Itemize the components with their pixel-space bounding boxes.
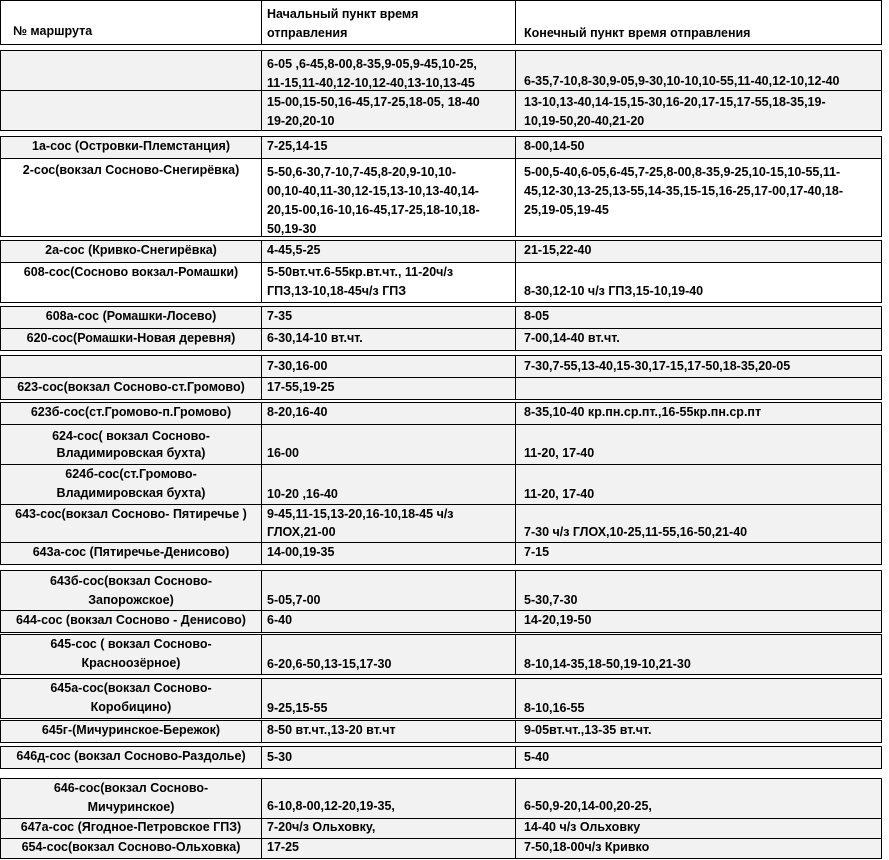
- route-line: 1а-сос (Островки-Племстанция): [32, 139, 230, 153]
- header-end-label: Конечный пункт время отправления: [524, 26, 751, 40]
- end-times-line: 11-20, 17-40: [524, 487, 595, 501]
- end-times-cell: [516, 355, 882, 377]
- start-times-line: 17-25: [267, 840, 299, 854]
- end-times-line: 8-10,16-55: [524, 701, 585, 715]
- start-times-cell: [262, 328, 516, 350]
- table-row: [0, 262, 882, 302]
- end-times-cell: [516, 838, 882, 858]
- route-cell: [0, 424, 262, 464]
- end-times-cell: [516, 542, 882, 564]
- start-times-cell: [262, 634, 516, 674]
- start-times-cell: [262, 90, 516, 130]
- start-times-line: 17-55,19-25: [267, 380, 335, 394]
- start-times-line: 00,10-40,11-30,12-15,13-10,13-40,14-: [267, 184, 479, 198]
- row-divider: [0, 718, 882, 719]
- end-times-line: 6-50,9-20,14-00,20-25,: [524, 799, 652, 813]
- route-cell: [0, 746, 262, 768]
- table-row: [0, 504, 882, 542]
- start-times-cell: [262, 720, 516, 742]
- row-divider: [0, 768, 882, 769]
- table-row: [0, 306, 882, 328]
- table-row: [0, 50, 882, 90]
- start-times-cell: [262, 504, 516, 542]
- end-times-cell: [516, 570, 882, 610]
- table-row: [0, 136, 882, 158]
- row-divider: [0, 262, 882, 263]
- end-times-line: 45,12-30,13-25,13-55,14-35,15-15,16-25,17-00,17-40,18-: [524, 184, 843, 198]
- start-times-cell: [262, 570, 516, 610]
- end-times-cell: [516, 306, 882, 328]
- start-times-cell: [262, 542, 516, 564]
- end-times-cell: [516, 746, 882, 768]
- route-line: 623-сос(вокзал Сосново-ст.Громово): [17, 380, 245, 394]
- route-line: Мичуринское): [87, 800, 175, 814]
- end-times-cell: [516, 262, 882, 302]
- table-row: [0, 678, 882, 718]
- row-divider: [0, 818, 882, 819]
- row-divider: [0, 610, 882, 611]
- row-divider: [0, 570, 882, 571]
- end-times-cell: [516, 90, 882, 130]
- route-line: Владимировская бухта): [56, 446, 206, 460]
- start-times-line: 19-20,20-10: [267, 114, 335, 128]
- start-times-line: 7-25,14-15: [267, 139, 328, 153]
- end-times-line: 8-10,14-35,18-50,19-10,21-30: [524, 657, 691, 671]
- end-times-line: 8-35,10-40 кр.пн.ср.пт.,16-55кр.пн.ср.пт: [524, 405, 762, 419]
- route-cell: [0, 240, 262, 262]
- start-times-cell: [262, 306, 516, 328]
- row-divider: [0, 464, 882, 465]
- start-times-line: 5-05,7-00: [267, 593, 321, 607]
- start-times-line: 7-35: [267, 309, 293, 323]
- row-divider: [0, 634, 882, 635]
- route-line: 643а-сос (Пятиречье-Денисово): [32, 545, 230, 559]
- end-times-line: 5-30,7-30: [524, 593, 578, 607]
- route-line: 646д-сос (вокзал Сосново-Раздолье): [16, 749, 246, 763]
- end-times-cell: [516, 50, 882, 90]
- start-times-line: 20,15-00,16-10,16-45,17-25,18-10,18-: [267, 203, 480, 217]
- start-times-line: 4-45,5-25: [267, 243, 321, 257]
- row-divider: [0, 44, 882, 45]
- header-start-line-2: отправления: [267, 26, 348, 40]
- end-times-line: 6-35,7-10,8-30,9-05,9-30,10-10,10-55,11-40,12-10,12-40: [524, 74, 840, 88]
- start-times-cell: [262, 136, 516, 158]
- end-times-cell: [516, 504, 882, 542]
- row-divider: [0, 778, 882, 779]
- route-line: 643-сос(вокзал Сосново- Пятиречье ): [15, 507, 247, 521]
- table-row: [0, 424, 882, 464]
- start-times-cell: [262, 678, 516, 718]
- start-times-cell: [262, 838, 516, 858]
- row-divider: [0, 678, 882, 679]
- row-divider: [0, 542, 882, 543]
- route-line: 645-сос ( вокзал Сосново-: [50, 637, 212, 651]
- route-line: Владимировская бухта): [56, 486, 206, 500]
- table-row: [0, 838, 882, 858]
- route-cell: [0, 818, 262, 838]
- end-times-line: 25,19-05,19-45: [524, 203, 609, 217]
- table-row: [0, 746, 882, 768]
- end-times-line: 13-10,13-40,14-15,15-30,16-20,17-15,17-55,18-35,19-: [524, 95, 826, 109]
- table-row: [0, 355, 882, 377]
- route-line: 623б-сос(ст.Громово-п.Громово): [30, 405, 232, 419]
- start-times-line: 50,19-30: [267, 222, 317, 236]
- start-times-line: 5-30: [267, 750, 293, 764]
- route-cell: [0, 262, 262, 302]
- table-row: [0, 464, 882, 504]
- row-divider: [0, 136, 882, 137]
- end-times-cell: [516, 778, 882, 818]
- route-cell: [0, 158, 262, 236]
- route-line: Красноозёрное): [81, 656, 181, 670]
- row-divider: [0, 424, 882, 425]
- route-line: 2-сос(вокзал Сосново-Снегирёвка): [22, 163, 240, 177]
- route-cell: [0, 720, 262, 742]
- end-times-line: 7-30 ч/з ГЛОХ,10-25,11-55,16-50,21-40: [524, 525, 748, 539]
- end-times-cell: [516, 424, 882, 464]
- header-start: [262, 0, 516, 44]
- route-cell: [0, 610, 262, 632]
- route-cell: [0, 570, 262, 610]
- start-times-cell: [262, 610, 516, 632]
- start-times-line: 14-00,19-35: [267, 545, 335, 559]
- route-line: 643б-сос(вокзал Сосново-: [49, 574, 213, 588]
- header-start-line-1: Начальный пункт время: [267, 7, 419, 21]
- route-cell: [0, 402, 262, 424]
- end-times-cell: [516, 678, 882, 718]
- end-times-line: 5-00,5-40,6-05,6-45,7-25,8-00,8-35,9-25,10-15,10-55,11-: [524, 165, 841, 179]
- route-line: 624-сос( вокзал Сосново-: [52, 429, 210, 443]
- end-times-cell: [516, 464, 882, 504]
- row-divider: [0, 328, 882, 329]
- end-times-line: 14-20,19-50: [524, 613, 592, 627]
- end-times-line: 8-30,12-10 ч/з ГПЗ,15-10,19-40: [524, 284, 704, 298]
- header-route-label: № маршрута: [13, 24, 93, 38]
- end-times-line: 21-15,22-40: [524, 243, 592, 257]
- route-line: 620-сос(Ромашки-Новая деревня): [26, 331, 236, 345]
- start-times-cell: [262, 424, 516, 464]
- end-times-cell: [516, 402, 882, 424]
- row-divider: [0, 90, 882, 91]
- end-times-line: 8-00,14-50: [524, 139, 585, 153]
- end-times-cell: [516, 634, 882, 674]
- end-times-cell: [516, 818, 882, 838]
- end-times-line: 10,19-50,20-40,21-20: [524, 114, 645, 128]
- end-times-line: 9-05вт.чт.,13-35 вт.чт.: [524, 723, 652, 737]
- row-divider: [0, 632, 882, 633]
- row-divider: [0, 302, 882, 303]
- route-line: 645а-сос(вокзал Сосново-: [50, 681, 212, 695]
- end-times-line: 14-40 ч/з Ольховку: [524, 820, 641, 834]
- header-route: [0, 0, 262, 44]
- table-row: [0, 542, 882, 564]
- start-times-cell: [262, 240, 516, 262]
- end-times-line: 5-40: [524, 750, 550, 764]
- start-times-cell: [262, 158, 516, 236]
- row-divider: [0, 158, 882, 159]
- route-cell: [0, 328, 262, 350]
- end-times-line: 7-30,7-55,13-40,15-30,17-15,17-50,18-35,20-05: [524, 359, 791, 373]
- route-cell: [0, 838, 262, 858]
- start-times-line: 9-45,11-15,13-20,16-10,18-45 ч/з: [267, 507, 454, 521]
- route-line: 2а-сос (Кривко-Снегирёвка): [45, 243, 217, 257]
- route-cell: [0, 90, 262, 130]
- route-cell: [0, 464, 262, 504]
- table-row: [0, 570, 882, 610]
- table-row: [0, 610, 882, 632]
- table-row: [0, 778, 882, 818]
- end-times-cell: [516, 328, 882, 350]
- row-divider: [0, 746, 882, 747]
- route-cell: [0, 678, 262, 718]
- start-times-line: 10-20 ,16-40: [267, 487, 338, 501]
- route-cell: [0, 504, 262, 542]
- start-times-cell: [262, 818, 516, 838]
- start-times-line: 8-20,16-40: [267, 405, 328, 419]
- row-divider: [0, 564, 882, 565]
- start-times-cell: [262, 50, 516, 90]
- table-row: [0, 328, 882, 350]
- row-divider: [0, 838, 882, 839]
- table-row: [0, 818, 882, 838]
- route-cell: [0, 778, 262, 818]
- route-line: 624б-сос(ст.Громово-: [65, 467, 197, 481]
- start-times-line: 9-25,15-55: [267, 701, 328, 715]
- start-times-cell: [262, 778, 516, 818]
- route-cell: [0, 355, 262, 377]
- row-divider: [0, 674, 882, 675]
- route-line: 644-сос (вокзал Сосново - Денисово): [16, 613, 246, 627]
- row-divider: [0, 402, 882, 403]
- end-times-line: 7-00,14-40 вт.чт.: [524, 331, 620, 345]
- route-line: 654-сос(вокзал Сосново-Ольховка): [21, 840, 241, 854]
- route-line: 608-сос(Сосново вокзал-Ромашки): [23, 265, 239, 279]
- end-times-line: 11-20, 17-40: [524, 446, 595, 460]
- start-times-line: 7-30,16-00: [267, 359, 328, 373]
- header-end: [516, 0, 882, 44]
- start-times-line: ГПЗ,13-10,18-45ч/з ГПЗ: [267, 284, 407, 298]
- start-times-line: ГЛОХ,21-00: [267, 525, 336, 539]
- end-times-cell: [516, 136, 882, 158]
- start-times-line: 5-50,6-30,7-10,7-45,8-20,9-10,10-: [267, 165, 457, 179]
- start-times-line: 5-50вт.чт.6-55кр.вт.чт., 11-20ч/з: [267, 265, 454, 279]
- start-times-line: 15-00,15-50,16-45,17-25,18-05, 18-40: [267, 95, 480, 109]
- end-times-cell: [516, 377, 882, 399]
- row-divider: [0, 0, 882, 1]
- table-row: [0, 377, 882, 399]
- route-cell: [0, 634, 262, 674]
- route-cell: [0, 542, 262, 564]
- start-times-cell: [262, 377, 516, 399]
- row-divider: [0, 350, 882, 351]
- row-divider: [0, 742, 882, 743]
- start-times-cell: [262, 262, 516, 302]
- row-divider: [0, 306, 882, 307]
- start-times-line: 6-20,6-50,13-15,17-30: [267, 657, 392, 671]
- route-cell: [0, 136, 262, 158]
- row-divider: [0, 377, 882, 378]
- row-divider: [0, 240, 882, 241]
- table-row: [0, 634, 882, 674]
- route-cell: [0, 306, 262, 328]
- route-line: Коробицино): [90, 700, 172, 714]
- row-divider: [0, 355, 882, 356]
- start-times-line: 6-05 ,6-45,8-00,8-35,9-05,9-45,10-25,: [267, 57, 477, 71]
- row-divider: [0, 720, 882, 721]
- table-row: [0, 720, 882, 742]
- start-times-line: 16-00: [267, 446, 299, 460]
- row-divider: [0, 399, 882, 400]
- start-times-line: 6-40: [267, 613, 293, 627]
- table-header: [0, 0, 882, 44]
- route-cell: [0, 50, 262, 90]
- end-times-cell: [516, 610, 882, 632]
- start-times-line: 7-20ч/з Ольховку,: [267, 820, 376, 834]
- end-times-line: 7-15: [524, 545, 550, 559]
- row-divider: [0, 858, 882, 859]
- table-row: [0, 402, 882, 424]
- start-times-line: 6-10,8-00,12-20,19-35,: [267, 799, 395, 813]
- start-times-line: 11-15,11-40,12-10,12-40,13-10,13-45: [267, 76, 475, 90]
- row-divider: [0, 504, 882, 505]
- row-divider: [0, 50, 882, 51]
- end-times-cell: [516, 720, 882, 742]
- row-divider: [0, 130, 882, 131]
- start-times-line: 6-30,14-10 вт.чт.: [267, 331, 363, 345]
- route-line: 647а-сос (Ягодное-Петровское ГПЗ): [20, 820, 242, 834]
- row-divider: [0, 236, 882, 237]
- route-line: 645г-(Мичуринское-Бережок): [41, 723, 221, 737]
- table-row: [0, 240, 882, 262]
- route-line: 646-сос(вокзал Сосново-: [53, 781, 209, 795]
- end-times-cell: [516, 240, 882, 262]
- end-times-line: 8-05: [524, 309, 550, 323]
- route-line: Запорожское): [88, 593, 174, 607]
- table-row: [0, 158, 882, 236]
- route-line: 608а-сос (Ромашки-Лосево): [45, 309, 217, 323]
- start-times-cell: [262, 402, 516, 424]
- end-times-cell: [516, 158, 882, 236]
- route-cell: [0, 377, 262, 399]
- table-row: [0, 90, 882, 130]
- start-times-cell: [262, 355, 516, 377]
- start-times-cell: [262, 464, 516, 504]
- start-times-cell: [262, 746, 516, 768]
- end-times-line: 7-50,18-00ч/з Кривко: [524, 840, 650, 854]
- start-times-line: 8-50 вт.чт.,13-20 вт.чт: [267, 723, 396, 737]
